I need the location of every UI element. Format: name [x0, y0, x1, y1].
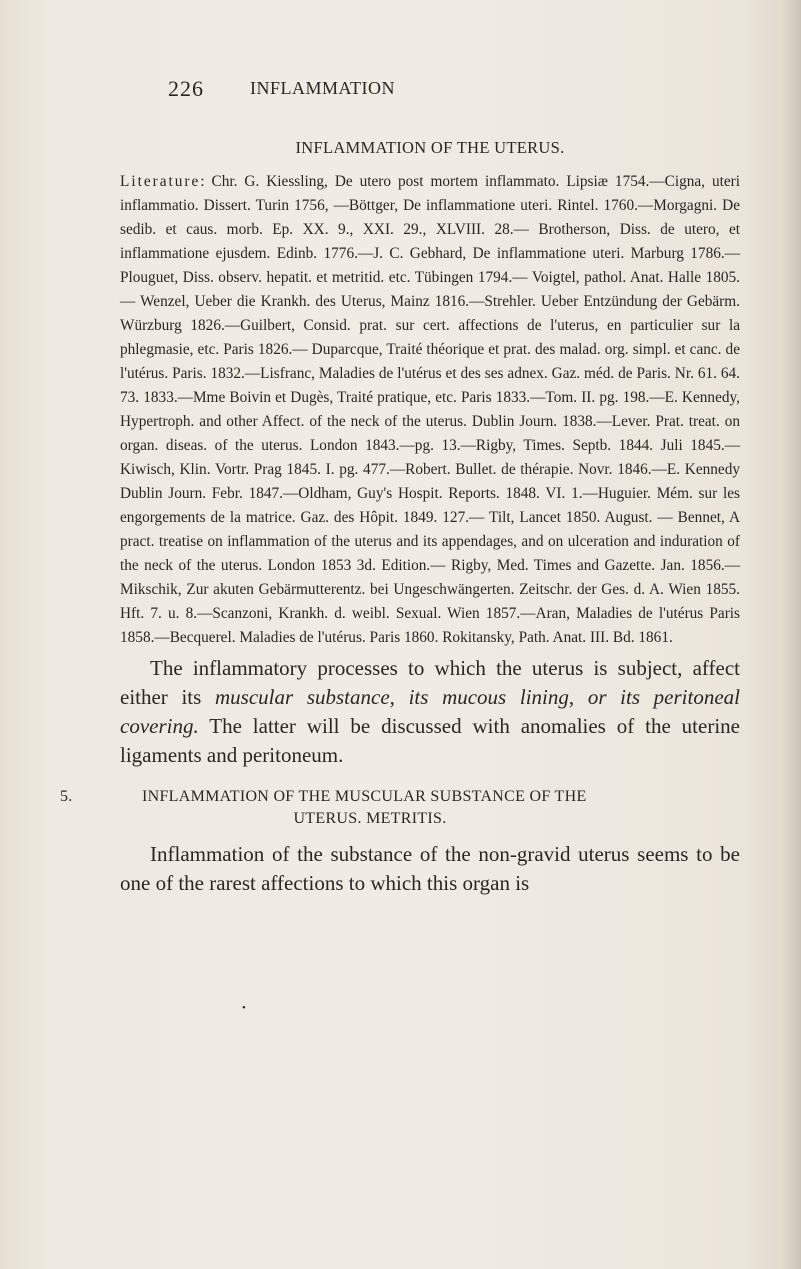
- intro-emphasis-mucous: its mucous lining: [408, 685, 569, 709]
- metritis-paragraph: [120, 840, 740, 898]
- subsection-line-2: UTERUS. METRITIS.: [293, 810, 447, 827]
- intro-emphasis-peritoneal: or its peritoneal covering.: [120, 685, 740, 738]
- literature-text: : Chr. G. Kiessling, De utero post mortem inflammato. Lipsiæ 1754.—Cigna, uteri inflammatio. Dissert. Turin 1756, —Böttger, De inflammatione uteri. Rintel. 1760.—Morgagni. De sedib. et caus. morb. Ep. XX. 9., XXI. 29., XLVIII. 28.— Brotherson, Diss. de utero, et inflammatione ejusdem. Edinb. 1776.—J. C. Gebhard, De inflammatione uteri. Marburg 1786.— Plouguet, Diss. observ. hepatit. et metritid. etc. Tübingen 1794.— Voigtel, pathol. Anat. Halle 1805. — Wenzel, Ueber die Krankh. des Uterus, Mainz 1816.—Strehler. Ueber Entzündung der Gebärm. Würzburg 1826.—Guilbert, Consid. prat. sur cert. affections de l'uterus, en particulier sur la phlegmasie, etc. Paris 1826.— Duparcque, Traité théorique et prat. des malad. org. simpl. et canc. de l'utérus. Paris. 1832.—Lisfranc, Maladies de l'utérus et des ses adnex. Gaz. méd. de Paris. Nr. 61. 64. 73. 1833.—Mme Boivin et Dugès, Traité pratique, etc. Paris 1833.—Tom. II. pg. 198.—E. Kennedy, Hypertroph. and other Affect. of the neck of the uterus. Dublin Journ. 1838.—Lever. Prat. treat. on organ. diseas. of the uterus. London 1843.—pg. 13.—Rigby, Times. Septb. 1844. Juli 1845.—Kiwisch, Klin. Vortr. Prag 1845. I. pg. 477.—Robert. Bullet. de thérapie. Novr. 1846.—E. Kennedy Dublin Journ. Febr. 1847.—Oldham, Guy's Hospit. Reports. 1848. VI. 1.—Huguier. Mém. sur les engorgements de la matrice. Gaz. des Hôpit. 1849. 127.— Tilt, Lancet 1850. August. — Bennet, A pract. treatise on inflammation of the uterus and its appendages, and on ulceration and induration of the neck of the uterus. London 1853 3d. Edition.— Rigby, Med. Times and Gazette. Jan. 1856.—Mikschik, Zur akuten Gebärmutterentz. bei Ungeschwängerten. Zeitschr. der Ges. d. A. Wien 1855. Hft. 7. u. 8.—Scanzoni, Krankh. d. weibl. Sexual. Wien 1857.—Aran, Maladies de l'utérus Paris 1858.—Becquerel. Maladies de l'utérus. Paris 1860. Rokitansky, Path. Anat. III. Bd. 1861.: [120, 173, 740, 646]
- subsection-number: 5.: [60, 788, 73, 805]
- intro-emphasis-muscular: muscular substance: [214, 685, 390, 709]
- subsection-title: [60, 786, 740, 830]
- literature-label: Literature: [120, 173, 201, 190]
- page-header: [168, 76, 688, 106]
- intro-paragraph: [120, 654, 740, 770]
- intro-part-2: ,: [389, 685, 409, 709]
- page-number: 226: [168, 76, 204, 101]
- literature-references: [120, 170, 740, 650]
- running-head: INFLAMMATION: [250, 78, 395, 98]
- page-content: [60, 138, 740, 898]
- ink-speck: •: [242, 1002, 246, 1014]
- metritis-text: Inflammation of the substance of the non-gravid uterus seems to be one of the rarest affections to which this organ is: [120, 842, 740, 895]
- intro-part-3: ,: [568, 685, 588, 709]
- page-edge-shadow: [783, 0, 801, 1269]
- intro-part-1: The inflammatory processes to which the uterus is subject, affect either its: [120, 656, 740, 709]
- intro-part-4: The latter will be discussed with anomalies of the uterine ligaments and peritoneum.: [120, 714, 740, 767]
- section-title: INFLAMMATION OF THE UTERUS.: [295, 138, 565, 157]
- subsection-line-1: INFLAMMATION OF THE MUSCULAR SUBSTANCE OF THE: [142, 788, 587, 805]
